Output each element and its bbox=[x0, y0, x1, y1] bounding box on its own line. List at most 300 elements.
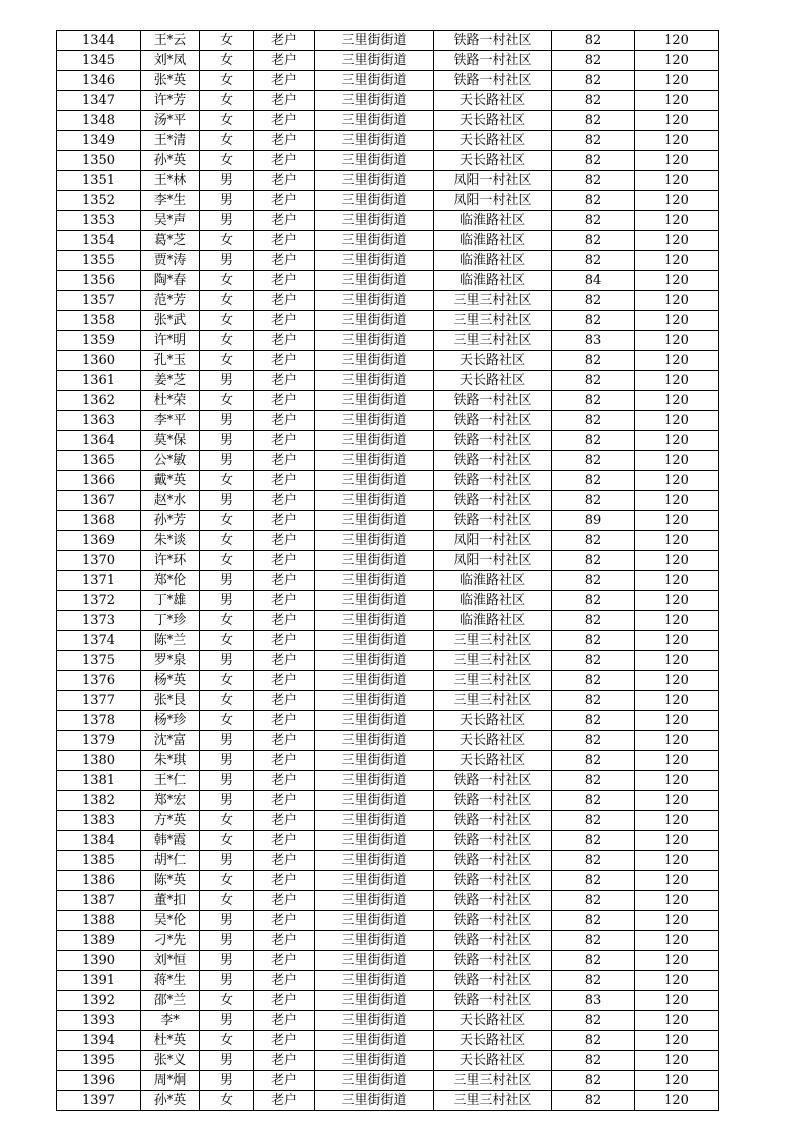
street-cell: 三里街街道 bbox=[315, 971, 434, 991]
gender-cell: 女 bbox=[200, 151, 254, 171]
age-cell: 82 bbox=[552, 31, 635, 51]
row-number: 1367 bbox=[57, 491, 141, 511]
community-cell: 铁路一村社区 bbox=[434, 391, 552, 411]
household-type-cell: 老户 bbox=[254, 1051, 315, 1071]
gender-cell: 男 bbox=[200, 211, 254, 231]
household-type-cell: 老户 bbox=[254, 271, 315, 291]
age-cell: 82 bbox=[552, 691, 635, 711]
community-cell: 铁路一村社区 bbox=[434, 971, 552, 991]
table-row bbox=[57, 191, 719, 211]
amount-cell: 120 bbox=[635, 691, 719, 711]
gender-cell: 女 bbox=[200, 311, 254, 331]
gender-cell: 女 bbox=[200, 331, 254, 351]
name-cell: 胡*仁 bbox=[141, 851, 200, 871]
table-row bbox=[57, 971, 719, 991]
household-type-cell: 老户 bbox=[254, 831, 315, 851]
gender-cell: 女 bbox=[200, 91, 254, 111]
community-cell: 凤阳一村社区 bbox=[434, 531, 552, 551]
gender-cell: 女 bbox=[200, 291, 254, 311]
table-row bbox=[57, 671, 719, 691]
row-number: 1372 bbox=[57, 591, 141, 611]
row-number: 1381 bbox=[57, 771, 141, 791]
table-row bbox=[57, 651, 719, 671]
name-cell: 孙*英 bbox=[141, 151, 200, 171]
name-cell: 许*芳 bbox=[141, 91, 200, 111]
amount-cell: 120 bbox=[635, 871, 719, 891]
table-row bbox=[57, 471, 719, 491]
amount-cell: 120 bbox=[635, 451, 719, 471]
community-cell: 三里三村社区 bbox=[434, 1071, 552, 1091]
age-cell: 83 bbox=[552, 331, 635, 351]
community-cell: 天长路社区 bbox=[434, 91, 552, 111]
age-cell: 82 bbox=[552, 811, 635, 831]
age-cell: 82 bbox=[552, 1091, 635, 1111]
household-type-cell: 老户 bbox=[254, 71, 315, 91]
amount-cell: 120 bbox=[635, 891, 719, 911]
table-row bbox=[57, 711, 719, 731]
name-cell: 杜*荣 bbox=[141, 391, 200, 411]
gender-cell: 男 bbox=[200, 431, 254, 451]
community-cell: 铁路一村社区 bbox=[434, 431, 552, 451]
amount-cell: 120 bbox=[635, 251, 719, 271]
name-cell: 董*扣 bbox=[141, 891, 200, 911]
gender-cell: 男 bbox=[200, 951, 254, 971]
community-cell: 天长路社区 bbox=[434, 131, 552, 151]
amount-cell: 120 bbox=[635, 191, 719, 211]
name-cell: 刁*先 bbox=[141, 931, 200, 951]
community-cell: 临淮路社区 bbox=[434, 591, 552, 611]
age-cell: 82 bbox=[552, 1051, 635, 1071]
age-cell: 82 bbox=[552, 831, 635, 851]
street-cell: 三里街街道 bbox=[315, 371, 434, 391]
amount-cell: 120 bbox=[635, 611, 719, 631]
gender-cell: 男 bbox=[200, 911, 254, 931]
community-cell: 天长路社区 bbox=[434, 1031, 552, 1051]
amount-cell: 120 bbox=[635, 431, 719, 451]
street-cell: 三里街街道 bbox=[315, 871, 434, 891]
age-cell: 82 bbox=[552, 951, 635, 971]
age-cell: 82 bbox=[552, 471, 635, 491]
gender-cell: 女 bbox=[200, 691, 254, 711]
household-type-cell: 老户 bbox=[254, 331, 315, 351]
age-cell: 82 bbox=[552, 651, 635, 671]
household-type-cell: 老户 bbox=[254, 1011, 315, 1031]
community-cell: 铁路一村社区 bbox=[434, 911, 552, 931]
community-cell: 铁路一村社区 bbox=[434, 851, 552, 871]
amount-cell: 120 bbox=[635, 851, 719, 871]
community-cell: 铁路一村社区 bbox=[434, 51, 552, 71]
household-type-cell: 老户 bbox=[254, 311, 315, 331]
gender-cell: 女 bbox=[200, 51, 254, 71]
community-cell: 三里三村社区 bbox=[434, 291, 552, 311]
row-number: 1389 bbox=[57, 931, 141, 951]
name-cell: 方*英 bbox=[141, 811, 200, 831]
row-number: 1395 bbox=[57, 1051, 141, 1071]
community-cell: 三里三村社区 bbox=[434, 311, 552, 331]
amount-cell: 120 bbox=[635, 571, 719, 591]
street-cell: 三里街街道 bbox=[315, 731, 434, 751]
table-row bbox=[57, 991, 719, 1011]
row-number: 1375 bbox=[57, 651, 141, 671]
name-cell: 杨*珍 bbox=[141, 711, 200, 731]
community-cell: 铁路一村社区 bbox=[434, 871, 552, 891]
amount-cell: 120 bbox=[635, 991, 719, 1011]
age-cell: 82 bbox=[552, 71, 635, 91]
table-row bbox=[57, 71, 719, 91]
street-cell: 三里街街道 bbox=[315, 531, 434, 551]
gender-cell: 男 bbox=[200, 931, 254, 951]
amount-cell: 120 bbox=[635, 1091, 719, 1111]
amount-cell: 120 bbox=[635, 231, 719, 251]
name-cell: 李*平 bbox=[141, 411, 200, 431]
age-cell: 82 bbox=[552, 211, 635, 231]
age-cell: 82 bbox=[552, 291, 635, 311]
table-row bbox=[57, 1011, 719, 1031]
street-cell: 三里街街道 bbox=[315, 1071, 434, 1091]
name-cell: 刘*恒 bbox=[141, 951, 200, 971]
age-cell: 82 bbox=[552, 891, 635, 911]
name-cell: 陈*英 bbox=[141, 871, 200, 891]
name-cell: 郑*伦 bbox=[141, 571, 200, 591]
amount-cell: 120 bbox=[635, 311, 719, 331]
row-number: 1366 bbox=[57, 471, 141, 491]
age-cell: 82 bbox=[552, 591, 635, 611]
row-number: 1390 bbox=[57, 951, 141, 971]
row-number: 1378 bbox=[57, 711, 141, 731]
amount-cell: 120 bbox=[635, 491, 719, 511]
age-cell: 82 bbox=[552, 151, 635, 171]
table-row bbox=[57, 351, 719, 371]
name-cell: 许*明 bbox=[141, 331, 200, 351]
community-cell: 铁路一村社区 bbox=[434, 411, 552, 431]
row-number: 1379 bbox=[57, 731, 141, 751]
amount-cell: 120 bbox=[635, 971, 719, 991]
household-type-cell: 老户 bbox=[254, 911, 315, 931]
row-number: 1371 bbox=[57, 571, 141, 591]
row-number: 1369 bbox=[57, 531, 141, 551]
gender-cell: 女 bbox=[200, 131, 254, 151]
household-type-cell: 老户 bbox=[254, 811, 315, 831]
row-number: 1388 bbox=[57, 911, 141, 931]
community-cell: 三里三村社区 bbox=[434, 631, 552, 651]
street-cell: 三里街街道 bbox=[315, 931, 434, 951]
street-cell: 三里街街道 bbox=[315, 1031, 434, 1051]
street-cell: 三里街街道 bbox=[315, 391, 434, 411]
table-row bbox=[57, 831, 719, 851]
name-cell: 王*仁 bbox=[141, 771, 200, 791]
community-cell: 铁路一村社区 bbox=[434, 831, 552, 851]
household-type-cell: 老户 bbox=[254, 151, 315, 171]
row-number: 1394 bbox=[57, 1031, 141, 1051]
community-cell: 铁路一村社区 bbox=[434, 511, 552, 531]
amount-cell: 120 bbox=[635, 1031, 719, 1051]
street-cell: 三里街街道 bbox=[315, 911, 434, 931]
row-number: 1349 bbox=[57, 131, 141, 151]
age-cell: 82 bbox=[552, 351, 635, 371]
row-number: 1380 bbox=[57, 751, 141, 771]
gender-cell: 男 bbox=[200, 791, 254, 811]
amount-cell: 120 bbox=[635, 151, 719, 171]
community-cell: 天长路社区 bbox=[434, 351, 552, 371]
street-cell: 三里街街道 bbox=[315, 431, 434, 451]
amount-cell: 120 bbox=[635, 411, 719, 431]
household-type-cell: 老户 bbox=[254, 851, 315, 871]
street-cell: 三里街街道 bbox=[315, 791, 434, 811]
table-row bbox=[57, 371, 719, 391]
name-cell: 郑*宏 bbox=[141, 791, 200, 811]
age-cell: 82 bbox=[552, 311, 635, 331]
amount-cell: 120 bbox=[635, 271, 719, 291]
amount-cell: 120 bbox=[635, 511, 719, 531]
community-cell: 铁路一村社区 bbox=[434, 811, 552, 831]
street-cell: 三里街街道 bbox=[315, 571, 434, 591]
table-row bbox=[57, 451, 719, 471]
street-cell: 三里街街道 bbox=[315, 331, 434, 351]
age-cell: 82 bbox=[552, 251, 635, 271]
amount-cell: 120 bbox=[635, 91, 719, 111]
age-cell: 82 bbox=[552, 771, 635, 791]
name-cell: 张*义 bbox=[141, 1051, 200, 1071]
row-number: 1355 bbox=[57, 251, 141, 271]
community-cell: 铁路一村社区 bbox=[434, 31, 552, 51]
age-cell: 82 bbox=[552, 631, 635, 651]
row-number: 1377 bbox=[57, 691, 141, 711]
amount-cell: 120 bbox=[635, 71, 719, 91]
row-number: 1358 bbox=[57, 311, 141, 331]
amount-cell: 120 bbox=[635, 751, 719, 771]
amount-cell: 120 bbox=[635, 471, 719, 491]
name-cell: 孙*芳 bbox=[141, 511, 200, 531]
community-cell: 临淮路社区 bbox=[434, 611, 552, 631]
amount-cell: 120 bbox=[635, 791, 719, 811]
table-row bbox=[57, 291, 719, 311]
amount-cell: 120 bbox=[635, 1011, 719, 1031]
street-cell: 三里街街道 bbox=[315, 851, 434, 871]
gender-cell: 女 bbox=[200, 231, 254, 251]
gender-cell: 男 bbox=[200, 1071, 254, 1091]
row-number: 1359 bbox=[57, 331, 141, 351]
household-type-cell: 老户 bbox=[254, 1031, 315, 1051]
street-cell: 三里街街道 bbox=[315, 891, 434, 911]
community-cell: 铁路一村社区 bbox=[434, 931, 552, 951]
table-row bbox=[57, 1091, 719, 1111]
street-cell: 三里街街道 bbox=[315, 471, 434, 491]
row-number: 1382 bbox=[57, 791, 141, 811]
gender-cell: 女 bbox=[200, 71, 254, 91]
name-cell: 陈*兰 bbox=[141, 631, 200, 651]
data-table bbox=[56, 30, 719, 1111]
row-number: 1363 bbox=[57, 411, 141, 431]
community-cell: 凤阳一村社区 bbox=[434, 171, 552, 191]
name-cell: 朱*琪 bbox=[141, 751, 200, 771]
street-cell: 三里街街道 bbox=[315, 271, 434, 291]
table-body bbox=[57, 31, 719, 1111]
name-cell: 许*环 bbox=[141, 551, 200, 571]
amount-cell: 120 bbox=[635, 831, 719, 851]
name-cell: 张*英 bbox=[141, 71, 200, 91]
street-cell: 三里街街道 bbox=[315, 151, 434, 171]
name-cell: 孙*英 bbox=[141, 1091, 200, 1111]
row-number: 1384 bbox=[57, 831, 141, 851]
amount-cell: 120 bbox=[635, 371, 719, 391]
age-cell: 82 bbox=[552, 571, 635, 591]
table-row bbox=[57, 1051, 719, 1071]
community-cell: 铁路一村社区 bbox=[434, 991, 552, 1011]
street-cell: 三里街街道 bbox=[315, 951, 434, 971]
table-row bbox=[57, 171, 719, 191]
row-number: 1346 bbox=[57, 71, 141, 91]
household-type-cell: 老户 bbox=[254, 211, 315, 231]
household-type-cell: 老户 bbox=[254, 751, 315, 771]
table-row bbox=[57, 271, 719, 291]
household-type-cell: 老户 bbox=[254, 951, 315, 971]
street-cell: 三里街街道 bbox=[315, 811, 434, 831]
table-row bbox=[57, 751, 719, 771]
street-cell: 三里街街道 bbox=[315, 1091, 434, 1111]
street-cell: 三里街街道 bbox=[315, 91, 434, 111]
household-type-cell: 老户 bbox=[254, 571, 315, 591]
household-type-cell: 老户 bbox=[254, 991, 315, 1011]
row-number: 1370 bbox=[57, 551, 141, 571]
household-type-cell: 老户 bbox=[254, 51, 315, 71]
street-cell: 三里街街道 bbox=[315, 231, 434, 251]
community-cell: 临淮路社区 bbox=[434, 571, 552, 591]
household-type-cell: 老户 bbox=[254, 111, 315, 131]
name-cell: 邵*兰 bbox=[141, 991, 200, 1011]
amount-cell: 120 bbox=[635, 671, 719, 691]
amount-cell: 120 bbox=[635, 111, 719, 131]
amount-cell: 120 bbox=[635, 31, 719, 51]
street-cell: 三里街街道 bbox=[315, 691, 434, 711]
gender-cell: 女 bbox=[200, 471, 254, 491]
household-type-cell: 老户 bbox=[254, 711, 315, 731]
gender-cell: 女 bbox=[200, 31, 254, 51]
amount-cell: 120 bbox=[635, 591, 719, 611]
community-cell: 天长路社区 bbox=[434, 1011, 552, 1031]
household-type-cell: 老户 bbox=[254, 531, 315, 551]
community-cell: 临淮路社区 bbox=[434, 231, 552, 251]
name-cell: 王*林 bbox=[141, 171, 200, 191]
community-cell: 铁路一村社区 bbox=[434, 71, 552, 91]
community-cell: 三里三村社区 bbox=[434, 691, 552, 711]
community-cell: 凤阳一村社区 bbox=[434, 191, 552, 211]
row-number: 1357 bbox=[57, 291, 141, 311]
community-cell: 铁路一村社区 bbox=[434, 771, 552, 791]
age-cell: 82 bbox=[552, 1011, 635, 1031]
community-cell: 三里三村社区 bbox=[434, 671, 552, 691]
street-cell: 三里街街道 bbox=[315, 1051, 434, 1071]
community-cell: 三里三村社区 bbox=[434, 331, 552, 351]
household-type-cell: 老户 bbox=[254, 611, 315, 631]
row-number: 1353 bbox=[57, 211, 141, 231]
household-type-cell: 老户 bbox=[254, 411, 315, 431]
row-number: 1383 bbox=[57, 811, 141, 831]
name-cell: 李* bbox=[141, 1011, 200, 1031]
household-type-cell: 老户 bbox=[254, 171, 315, 191]
amount-cell: 120 bbox=[635, 551, 719, 571]
table-row bbox=[57, 531, 719, 551]
household-type-cell: 老户 bbox=[254, 671, 315, 691]
row-number: 1386 bbox=[57, 871, 141, 891]
row-number: 1393 bbox=[57, 1011, 141, 1031]
street-cell: 三里街街道 bbox=[315, 411, 434, 431]
gender-cell: 男 bbox=[200, 651, 254, 671]
community-cell: 天长路社区 bbox=[434, 711, 552, 731]
amount-cell: 120 bbox=[635, 391, 719, 411]
gender-cell: 男 bbox=[200, 771, 254, 791]
row-number: 1360 bbox=[57, 351, 141, 371]
row-number: 1365 bbox=[57, 451, 141, 471]
table-row bbox=[57, 231, 719, 251]
age-cell: 84 bbox=[552, 271, 635, 291]
row-number: 1348 bbox=[57, 111, 141, 131]
row-number: 1344 bbox=[57, 31, 141, 51]
age-cell: 82 bbox=[552, 531, 635, 551]
household-type-cell: 老户 bbox=[254, 891, 315, 911]
household-type-cell: 老户 bbox=[254, 471, 315, 491]
name-cell: 戴*英 bbox=[141, 471, 200, 491]
gender-cell: 男 bbox=[200, 491, 254, 511]
street-cell: 三里街街道 bbox=[315, 31, 434, 51]
amount-cell: 120 bbox=[635, 631, 719, 651]
table-row bbox=[57, 151, 719, 171]
community-cell: 铁路一村社区 bbox=[434, 791, 552, 811]
age-cell: 82 bbox=[552, 931, 635, 951]
household-type-cell: 老户 bbox=[254, 391, 315, 411]
gender-cell: 女 bbox=[200, 351, 254, 371]
amount-cell: 120 bbox=[635, 1071, 719, 1091]
amount-cell: 120 bbox=[635, 811, 719, 831]
household-type-cell: 老户 bbox=[254, 491, 315, 511]
household-type-cell: 老户 bbox=[254, 91, 315, 111]
age-cell: 82 bbox=[552, 551, 635, 571]
household-type-cell: 老户 bbox=[254, 771, 315, 791]
row-number: 1347 bbox=[57, 91, 141, 111]
row-number: 1373 bbox=[57, 611, 141, 631]
amount-cell: 120 bbox=[635, 911, 719, 931]
age-cell: 82 bbox=[552, 451, 635, 471]
row-number: 1350 bbox=[57, 151, 141, 171]
gender-cell: 女 bbox=[200, 631, 254, 651]
table-row bbox=[57, 891, 719, 911]
gender-cell: 女 bbox=[200, 551, 254, 571]
gender-cell: 女 bbox=[200, 531, 254, 551]
row-number: 1364 bbox=[57, 431, 141, 451]
community-cell: 凤阳一村社区 bbox=[434, 551, 552, 571]
community-cell: 天长路社区 bbox=[434, 751, 552, 771]
table-row bbox=[57, 771, 719, 791]
age-cell: 82 bbox=[552, 491, 635, 511]
community-cell: 天长路社区 bbox=[434, 111, 552, 131]
household-type-cell: 老户 bbox=[254, 131, 315, 151]
gender-cell: 女 bbox=[200, 711, 254, 731]
community-cell: 铁路一村社区 bbox=[434, 891, 552, 911]
name-cell: 陶*春 bbox=[141, 271, 200, 291]
age-cell: 82 bbox=[552, 171, 635, 191]
street-cell: 三里街街道 bbox=[315, 251, 434, 271]
table-row bbox=[57, 431, 719, 451]
table-row bbox=[57, 631, 719, 651]
community-cell: 天长路社区 bbox=[434, 1051, 552, 1071]
table-row bbox=[57, 791, 719, 811]
name-cell: 韩*霞 bbox=[141, 831, 200, 851]
name-cell: 朱*谈 bbox=[141, 531, 200, 551]
gender-cell: 男 bbox=[200, 1011, 254, 1031]
community-cell: 三里三村社区 bbox=[434, 1091, 552, 1111]
table-row bbox=[57, 251, 719, 271]
age-cell: 82 bbox=[552, 431, 635, 451]
community-cell: 临淮路社区 bbox=[434, 251, 552, 271]
